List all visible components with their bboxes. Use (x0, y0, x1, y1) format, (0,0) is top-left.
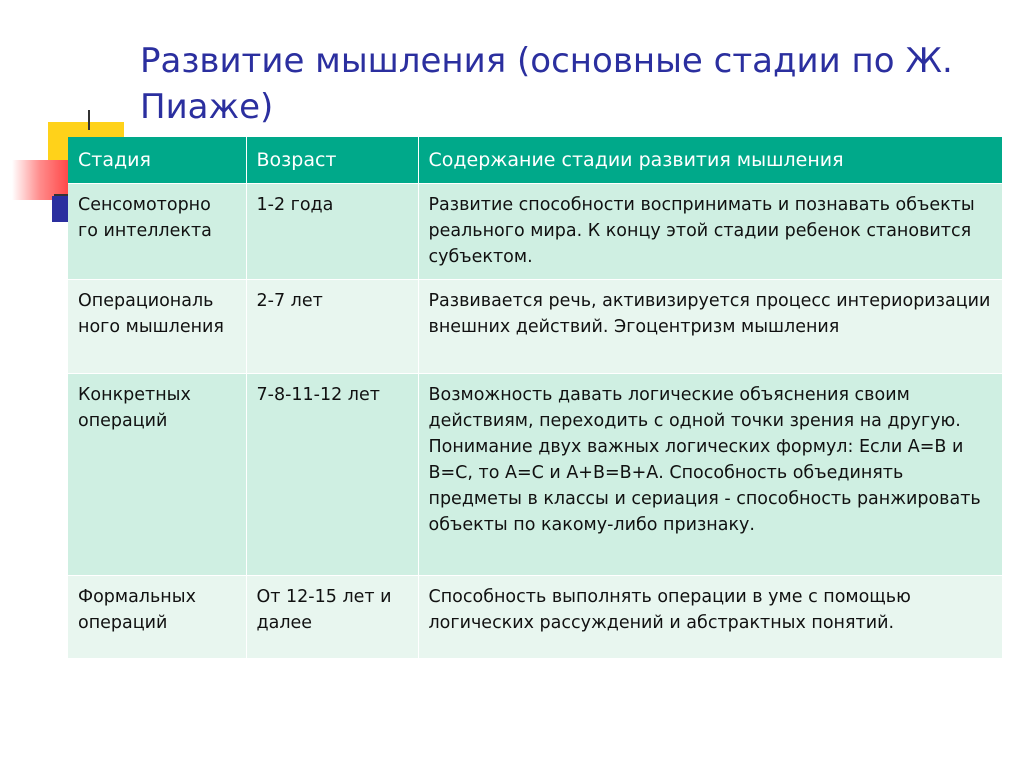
table-row (68, 184, 1002, 280)
cell-content: Возможность давать логические объяснения своим действиям, переходить с одной точки зрения на другую. Понимание двух важных логических формул: Если А=В и В=С, то А=С и А+В=В+А. Способность объединять предметы в классы и сериация - способность ранжировать объекты по какому-либо признаку. (418, 374, 1002, 576)
cell-stage: Формальных операций (68, 576, 246, 658)
table-row (68, 374, 1002, 576)
cell-age: 7-8-11-12 лет (246, 374, 418, 576)
cell-content: Развивается речь, активизируется процесс интериоризации внешних действий. Эгоцентризм мышления (418, 280, 1002, 374)
header-stage: Стадия (68, 137, 246, 184)
stages-table (68, 137, 1003, 658)
header-content: Содержание стадии развития мышления (418, 137, 1002, 184)
table-row (68, 576, 1002, 658)
cell-stage: Конкретных операций (68, 374, 246, 576)
cell-content: Развитие способности воспринимать и познавать объекты реального мира. К концу этой стадии ребенок становится субъектом. (418, 184, 1002, 280)
table-row (68, 280, 1002, 374)
table-header-row (68, 137, 1002, 184)
cell-content: Способность выполнять операции в уме с помощью логических рассуждений и абстрактных понятий. (418, 576, 1002, 658)
cell-age: От 12-15 лет и далее (246, 576, 418, 658)
cell-stage: Операциональ ного мышления (68, 280, 246, 374)
cell-stage: Сенсомоторно го интеллекта (68, 184, 246, 280)
decorative-vertical-line (88, 110, 90, 130)
header-age: Возраст (246, 137, 418, 184)
cell-age: 1-2 года (246, 184, 418, 280)
slide-title: Развитие мышления (основные стадии по Ж. Пиаже) (140, 41, 953, 127)
cell-age: 2-7 лет (246, 280, 418, 374)
